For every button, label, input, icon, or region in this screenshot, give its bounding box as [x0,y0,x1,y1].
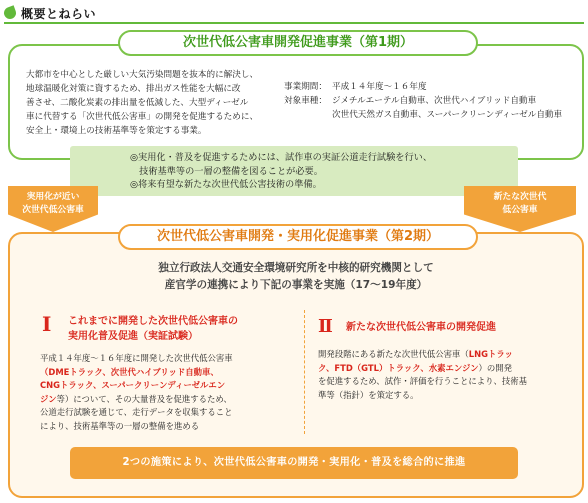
phase1-desc-line: 地球温暖化対策に資するため、排出ガス性能を大幅に改 [26,84,241,94]
section2-body: 開発段階にある新たな次世代低公害車（LNGトラッ ク、FTD（GTL）トラック、水素エンジン）の開発 を促進するため、試作・評価を行うことにより、技術基 準等（指針）を策定する。 [318,349,528,400]
arrow-near-practical [8,186,98,232]
target-row [284,94,580,108]
outcome-line: ◎実用化・普及を促進するためには、試作車の実証公道走行試験を行い、 [130,152,433,163]
section1-title: これまでに開発した次世代低公害車の 実用化普及促進（実証試験） [68,316,238,342]
phase1-desc-line: 大都市を中心とした厳しい大気汚染問題を抜本的に解決し、 [26,70,259,80]
phase1-description [26,68,268,138]
heading-underline [4,22,584,24]
section-divider [304,310,305,434]
period-row [284,80,580,94]
roman-numeral-1: I [42,312,52,336]
arrow-label: 実用化が近い 次世代低公害車 [22,192,84,215]
section-heading [4,4,96,22]
phase2-lead: 独立行政法人交通安全環境研究所を中核的研究機関として 産官学の連携により下記の事業を実施（17〜19年度） [158,262,434,291]
phase1-desc-line: 車に代替する「次世代低公害車」の開発を促進するために、 [26,112,259,122]
phase1-desc-line: 安全上・環境上の技術基準等を策定する事業。 [26,126,207,136]
phase1-title: 次世代低公害車開発促進事業（第1期） [118,30,478,56]
section1-body: 平成１４年度〜１６年度に開発した次世代低公害車 （DMEトラック、次世代ハイブリッド自動車、 CNGトラック、スーパークリーンディーゼルエン ジン等）について、その大量普及を促進するため、 公道走行試験を通じて、走行データを収集すること により、技術基準等の一層の整備を進める [40,353,233,431]
phase1-desc-line: 善させ、二酸化炭素の排出量を低減した、大型ディーゼル [26,98,249,108]
summary-bar: 2つの施策により、次世代低公害車の開発・実用化・普及を総合的に推進 [70,447,518,479]
target-label: 対象車種： [284,96,327,106]
roman-numeral-2: II [318,316,331,337]
target-value-2: 次世代天然ガス自動車、スーパークリーンディーゼル自動車 [332,110,563,120]
leaf-icon [2,5,17,20]
target-value-1: ジメチルエーテル自動車、次世代ハイブリッド自動車 [332,96,537,106]
outcome-line: 技術基準等の一層の整備を図ることが必要。 [130,165,323,177]
period-label: 事業期間： [284,82,327,92]
outcome-line: ◎将来有望な新たな次世代低公害技術の準備。 [130,179,322,191]
period-value: 平成１４年度〜１６年度 [332,82,427,92]
target-row-2 [284,108,580,122]
section2-title: 新たな次世代低公害車の開発促進 [346,322,496,333]
phase1-meta [284,80,580,122]
outcome-box [70,146,518,196]
arrow-new-vehicles [464,186,576,232]
heading-title: 概要とねらい [21,6,97,21]
arrow-label: 新たな次世代 低公害車 [493,192,547,215]
phase2-title: 次世代低公害車開発・実用化促進事業（第2期） [118,224,478,250]
